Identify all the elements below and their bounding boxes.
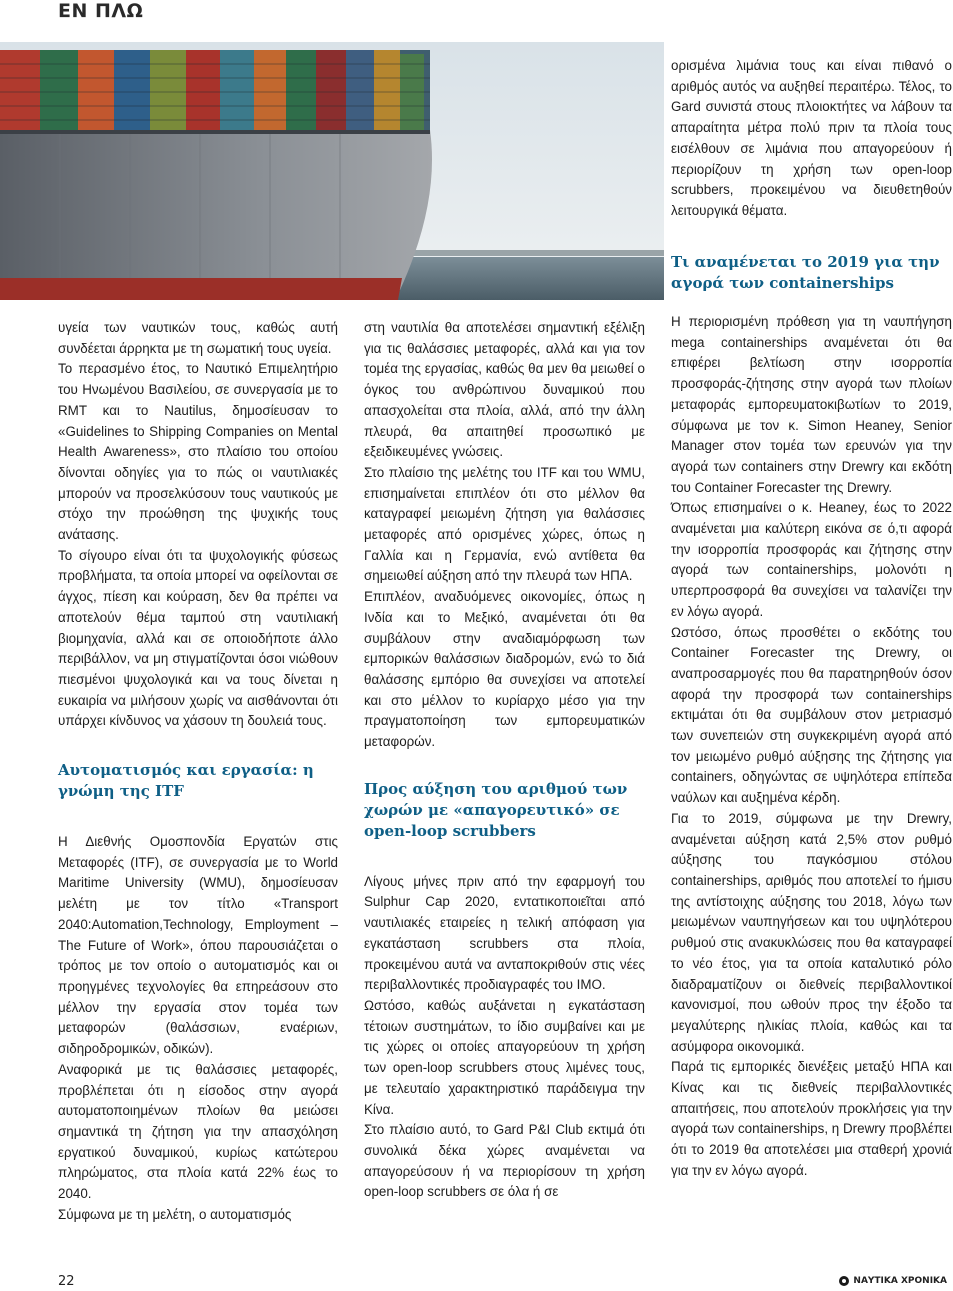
- paragraph: Αναφορικά με τις θαλάσσιες μεταφορές, προβλέπεται ότι η είσοδος στην αγορά αυτοματοποιημένων πλοίων θα μειώσει σημαντικά τη ζήτηση για την απασχόληση εργατικού δυναμικού, κυρίως κατώτερου πληρώματος, στα πλοία κατά 22% έως το 2040.: [58, 1061, 338, 1202]
- paragraph: Λίγους μήνες πριν από την εφαρμογή του Sulphur Cap 2020, εντατικοποιεῖται από ναυτιλιακές εταιρείες η τελική απόφαση για εγκατάσταση scrubbers στα πλοία, προκειμένου αυτά να ανταποκριθούν στις νέες περιβαλλοντικές προδιαγραφές του IMO.: [364, 873, 645, 993]
- column-3-top: [671, 56, 952, 294]
- paragraph: Παρά τις εμπορικές διενέξεις μεταξύ ΗΠΑ και Κίνας και τις διεθνείς περιβαλλοντικές απαιτήσεις, που αποτελούν προκλήσεις για την αγορά των containerships, η Drewry προβλέπει ότι το 2019 θα αποτελέσει μια σταθερή χρονιά για την εν λόγω αγορά.: [671, 1059, 952, 1178]
- subheading-automation-itf: Αυτοματισμός και εργασία: η γνώμη της ITF: [58, 761, 314, 801]
- paragraph: Ωστόσο, όπως προσθέτει ο εκδότης του Container Forecaster της Drewry, οι αναπροσαρμογές που θα παρατηρηθούν όσον αφορά την προσφορά των containerships εκτιμάται ότι θα συμβάλουν στον μετριασμό των συνεπειών στη συγκεκριμένη αγορά από τον μειωμένο ρυθμό αύξησης της ζήτησης για containers, οδηγώντας σε υψηλότερα επίπεδα ναύλων και αυξημένα κέρδη.: [671, 624, 952, 806]
- paragraph: υγεία των ναυτικών τους, καθώς αυτή συνδέεται άρρηκτα με τη σωματική τους υγεία.: [58, 320, 338, 356]
- subheading-containerships-2019: Τι αναμένεται το 2019 για την αγορά των containerships: [671, 252, 940, 292]
- paragraph: Σύμφωνα με τη μελέτη, ο αυτοματισμός: [58, 1206, 292, 1222]
- paragraph: Επιπλέον, αναδυόμενες οικονομίες, όπως η Ινδία και το Μεξικό, αναμένεται ότι θα συμβάλουν στην αναδιαμόρφωση των εμπορικών θαλάσσιων διαδρομών, ενώ το διά θαλάσσης εμπόριο θα συνεχίσει να αποτελεί και στο μέλλον το κυρίαρχο μέσο για την πραγματοποίηση των εμπορευματικών μεταφορών.: [364, 589, 645, 750]
- container-ship-photo: [0, 42, 664, 300]
- publication-name: ΝΑΥΤΙΚΑ ΧΡΟΝΙΚΑ: [853, 1276, 947, 1286]
- column-3: [671, 312, 952, 1182]
- paragraph: Η Διεθνής Ομοσπονδία Εργατών στις Μεταφορές (ITF), σε συνεργασία με το World Maritime University (WMU), δημοσίευσαν μελέτη με τον τίτλο «Transport 2040:Automation,Technology, Employment – The Future of Work», όπου παρουσιάζεται ο τρόπος με τον οποίο ο αυτοματισμός και οι προηγμένες τεχνολογίες θα επηρεάσουν στο μέλλον την εργασία στον τομέα των μεταφορών (θαλάσσιων, εναέριων, σιδηροδρομικών, οδικών).: [58, 834, 338, 1057]
- paragraph: Το περασμένο έτος, το Ναυτικό Επιμελητήριο του Ηνωμένου Βασιλείου, σε συνεργασία με το RMT και το Nautilus, δημοσίευσαν το «Guidelines to Shipping Companies on Mental Health Awareness», στο πλαίσιο του οποίου δίνονται οδηγίες για το πώς οι ναυτιλιακές μπορούν να προσελκύσουν τους ναυτικούς με στόχο την προώθηση της ψυχικής τους ανάτασης.: [58, 361, 338, 543]
- page-number: 22: [58, 1274, 75, 1289]
- paragraph: στη ναυτιλία θα αποτελέσει σημαντική εξέλιξη για τις θαλάσσιες μεταφορές, αλλά και για τον τομέα της εργασίας, καθώς θα μεν θα μειωθεί ο όγκος του ανθρώπινου δυναμικού που απασχολείται στα πλοία, αλλά, από την άλλη πλευρά, θα απαιτηθεί προσωπικό με εξειδικευμένες γνώσεις.: [364, 320, 645, 460]
- paragraph: Το σίγουρο είναι ότι τα ψυχολογικής φύσεως προβλήματα, τα οποία μπορεί να οφείλονται σε άγχος, πίεση και κούραση, δεν θα πρέπει να αποτελούν θέμα ταμπού στη ναυτιλιακή βιομηχανία, αλλά και σε οποιοδήποτε άλλο περιβάλλον, να μη στιγματίζονται όσοι νιώθουν πιεσμένοι ψυχολογικά και να τους δίνεται η ευκαιρία να μιλήσουν χωρίς να αισθάνονται ότι υπάρχει κίνδυνος να χάσουν τη δουλειά τους.: [58, 547, 338, 729]
- paragraph: Όπως επισημαίνει ο κ. Heaney, έως το 2022 αναμένεται μια καλύτερη εικόνα σε ό,τι αφορά την ισορροπία προσφοράς και ζήτησης στην αγορά των containerships, μολονότι η υπερπροσφορά θα συνεχίσει να ταλανίζει την εν λόγω αγορά.: [671, 500, 952, 619]
- publication-footer: [839, 1276, 947, 1286]
- publication-logo-icon: [839, 1276, 849, 1286]
- paragraph: Στο πλαίσιο της μελέτης του ITF και του WMU, επισημαίνεται επιπλέον ότι στο μέλλον θα καταγραφεί μειωμένη ζήτηση για θαλάσσιες μεταφορές από ορισμένες χώρες, όπως η Γαλλία και η Γερμανία, ενώ αντίθετα θα σημειωθεί αύξηση από την πλευρά των ΗΠΑ.: [364, 464, 645, 584]
- paragraph: Στο πλαίσιο αυτό, το Gard P&I Club εκτιμά ότι συνολικά δέκα χώρες αναμένεται να απαγορεύσουν ή να περιορίσουν τη χρήση open-loop scrubbers σε όλα ή σε: [364, 1122, 645, 1200]
- paragraph: Για το 2019, σύμφωνα με την Drewry, αναμένεται αύξηση κατά 2,5% στον ρυθμό αύξησης του παγκόσμιου στόλου containerships, αριθμός που αποτελεί το ήμισυ της αντίστοιχης αύξησης του 2018, λόγω των μειωμένων ναυπηγήσεων και του υψηλότερου ρυθμού στις ανακυκλώσεις που θα καταγραφεί το νέο έτος, για τα οποία καταλυτικό ρόλο διαδραματίζουν οι διεθνείς περιβαλλοντικοί κανονισμοί, που ωθούν προς την έξοδο τα μεγαλύτερης ηλικίας πλοία, καθώς και τα ασύμφορα οικονομικά.: [671, 810, 952, 1054]
- paragraph: Η περιορισμένη πρόθεση για τη ναυπήγηση mega containerships αναμένεται ότι θα επιφέρει βελτίωση στην ισορροπία προσφοράς-ζήτησης στην αγορά των πλοίων μεταφοράς εμπορευματοκιβωτίων το 2019, σύμφωνα με τον κ. Simon Heaney, Senior Manager στον τομέα των ερευνών για την αγορά των containers στην Drewry και εκδότη του Container Forecaster της Drewry.: [671, 314, 952, 495]
- paragraph: ορισμένα λιμάνια τους και είναι πιθανό ο αριθμός αυτός να αυξηθεί περαιτέρω. Τέλος, το Gard συνιστά στους πλοιοκτήτες να λάβουν τα απαραίτητα μέτρα πολύ πριν τα πλοία τους εισέλθουν σε λιμάνια που απαγορεύουν ή περιορίζουν τη χρήση των open-loop scrubbers, προκειμένου να διευθετηθούν λειτουργικά θέματα.: [671, 58, 952, 218]
- section-label: ΕΝ ΠΛΩ: [58, 0, 144, 22]
- subheading-open-loop-scrubbers: Προς αύξηση του αριθμού των χωρών με «απαγορευτικό» σε open-loop scrubbers: [364, 779, 628, 840]
- column-2: [364, 318, 645, 1203]
- paragraph: Ωστόσο, καθώς αυξάνεται η εγκατάσταση τέτοιων συστημάτων, το ίδιο συμβαίνει και με τις χώρες οι οποίες απαγορεύουν τη χρήση των open-loop scrubbers στους λιμένες τους, με τελευταίο χαρακτηριστικό παράδειγμα την Κίνα.: [364, 997, 645, 1117]
- column-1: [58, 318, 338, 1225]
